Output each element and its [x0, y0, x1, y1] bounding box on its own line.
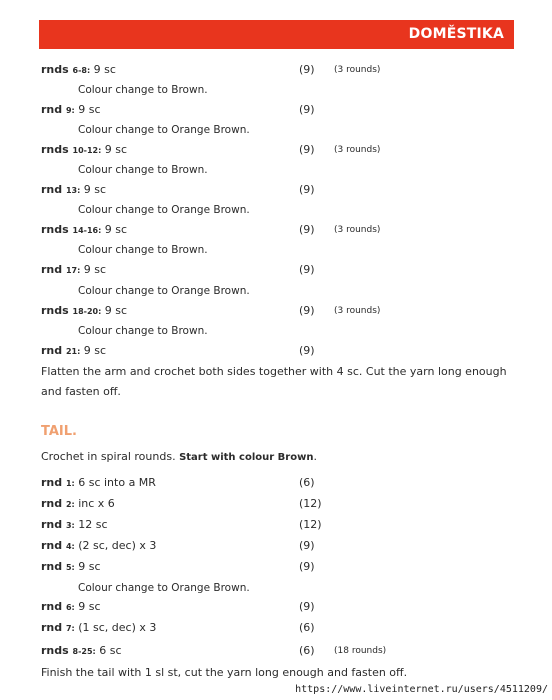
round-count-note: (3 rounds) — [334, 225, 381, 235]
stitch-count: (9) — [299, 344, 315, 357]
round-label: rnd — [41, 518, 66, 531]
round-instruction — [41, 494, 115, 515]
round-label: rnd — [41, 621, 66, 634]
round-stitches: 9 sc — [80, 344, 107, 357]
round-label: rnds — [41, 304, 73, 317]
round-instruction — [41, 473, 156, 494]
stitch-count: (6) — [299, 644, 315, 657]
round-number: 21: — [65, 347, 81, 356]
colour-change-row — [0, 120, 552, 140]
round-label: rnd — [41, 600, 66, 613]
colour-change-row — [0, 80, 552, 100]
round-label: rnds — [41, 223, 73, 236]
round-stitches: inc x 6 — [74, 497, 115, 510]
colour-change-row — [0, 281, 552, 301]
stitch-count: (9) — [299, 63, 315, 76]
round-stitches: (2 sc, dec) x 3 — [74, 539, 157, 552]
tail-intro-end: . — [313, 450, 317, 463]
round-instruction — [41, 260, 106, 281]
tail-intro-text: Crochet in spiral rounds. — [41, 450, 176, 463]
round-number: 5: — [65, 563, 75, 572]
header-bar — [39, 20, 514, 49]
round-stitches: 6 sc — [95, 644, 122, 657]
domestika-logo: DOMĚSTIKA — [408, 26, 504, 42]
stitch-count: (9) — [299, 304, 315, 317]
colour-change-row — [0, 160, 552, 180]
round-row — [0, 341, 552, 361]
round-number: 18-20: — [72, 307, 102, 316]
round-row — [0, 180, 552, 200]
round-number: 1: — [65, 479, 75, 488]
stitch-count: (9) — [299, 263, 315, 276]
colour-change-row — [0, 578, 552, 598]
round-instruction — [41, 641, 122, 662]
round-label: rnd — [41, 560, 66, 573]
round-stitches: 9 sc — [90, 63, 116, 76]
round-instruction — [41, 140, 127, 161]
round-stitches: 9 sc — [80, 183, 107, 196]
round-row — [0, 597, 552, 617]
tail-intro-bold: Start with colour Brown — [179, 452, 314, 463]
stitch-count: (9) — [299, 143, 315, 156]
round-instruction — [41, 301, 127, 322]
round-label: rnd — [41, 103, 66, 116]
round-instruction — [41, 557, 101, 578]
round-number: 6-8: — [72, 66, 91, 75]
round-count-note: (3 rounds) — [334, 145, 381, 155]
round-instruction — [41, 100, 101, 121]
colour-change-text: Colour change to Brown. — [78, 244, 208, 256]
round-instruction — [41, 60, 116, 81]
stitch-count: (12) — [299, 518, 322, 531]
watermark-url: https://www.liveinternet.ru/users/4511209/ — [295, 684, 548, 695]
round-number: 14-16: — [72, 226, 102, 235]
colour-change-text: Colour change to Brown. — [78, 84, 208, 96]
round-number: 8-25: — [72, 647, 96, 656]
round-row — [0, 515, 552, 535]
round-stitches: 12 sc — [74, 518, 108, 531]
round-label: rnd — [41, 344, 66, 357]
round-count-note: (18 rounds) — [334, 646, 387, 656]
colour-change-text: Colour change to Orange Brown. — [78, 285, 250, 297]
colour-change-text: Colour change to Orange Brown. — [78, 582, 250, 594]
round-count-note: (3 rounds) — [334, 306, 381, 316]
colour-change-text: Colour change to Brown. — [78, 164, 208, 176]
round-row — [0, 536, 552, 556]
round-label: rnd — [41, 263, 66, 276]
round-row — [0, 641, 552, 661]
round-stitches: 6 sc into a MR — [74, 476, 156, 489]
round-number: 6: — [65, 603, 75, 612]
colour-change-text: Colour change to Orange Brown. — [78, 124, 250, 136]
round-stitches: 9 sc — [74, 560, 101, 573]
round-label: rnds — [41, 644, 73, 657]
round-stitches: 9 sc — [80, 263, 107, 276]
stitch-count: (9) — [299, 560, 315, 573]
round-label: rnds — [41, 63, 73, 76]
round-row — [0, 618, 552, 638]
round-number: 9: — [65, 106, 75, 115]
stitch-count: (6) — [299, 621, 315, 634]
round-row — [0, 220, 552, 240]
round-instruction — [41, 220, 127, 241]
round-label: rnds — [41, 143, 73, 156]
round-row — [0, 557, 552, 577]
round-instruction — [41, 597, 101, 618]
round-label: rnd — [41, 497, 66, 510]
round-label: rnd — [41, 539, 66, 552]
colour-change-text: Colour change to Orange Brown. — [78, 204, 250, 216]
colour-change-row — [0, 321, 552, 341]
round-stitches: 9 sc — [101, 143, 128, 156]
arm-finish-text: Flatten the arm and crochet both sides together with 4 sc. Cut the yarn long enough and fasten off. — [41, 365, 507, 398]
tail-intro — [41, 447, 511, 468]
round-number: 17: — [65, 266, 81, 275]
stitch-count: (9) — [299, 223, 315, 236]
round-stitches: 9 sc — [74, 103, 101, 116]
round-label: rnd — [41, 183, 66, 196]
round-number: 4: — [65, 542, 75, 551]
round-instruction — [41, 536, 156, 557]
tail-finish-text: Finish the tail with 1 sl st, cut the yarn long enough and fasten off. — [41, 666, 408, 679]
stitch-count: (6) — [299, 476, 315, 489]
stitch-count: (9) — [299, 600, 315, 613]
round-instruction — [41, 341, 106, 362]
stitch-count: (9) — [299, 103, 315, 116]
stitch-count: (9) — [299, 183, 315, 196]
round-row — [0, 494, 552, 514]
round-number: 7: — [65, 624, 75, 633]
round-row — [0, 473, 552, 493]
round-stitches: (1 sc, dec) x 3 — [74, 621, 157, 634]
round-count-note: (3 rounds) — [334, 65, 381, 75]
round-label: rnd — [41, 476, 66, 489]
section-title-tail: TAIL. — [41, 424, 77, 439]
stitch-count: (12) — [299, 497, 322, 510]
round-stitches: 9 sc — [101, 304, 128, 317]
colour-change-row — [0, 240, 552, 260]
round-number: 10-12: — [72, 146, 102, 155]
round-stitches: 9 sc — [74, 600, 101, 613]
round-row — [0, 301, 552, 321]
round-row — [0, 100, 552, 120]
colour-change-row — [0, 200, 552, 220]
round-number: 13: — [65, 186, 81, 195]
round-number: 3: — [65, 521, 75, 530]
stitch-count: (9) — [299, 539, 315, 552]
round-instruction — [41, 180, 106, 201]
colour-change-text: Colour change to Brown. — [78, 325, 208, 337]
round-row — [0, 260, 552, 280]
round-row — [0, 60, 552, 80]
round-instruction — [41, 618, 156, 639]
round-row — [0, 140, 552, 160]
round-number: 2: — [65, 500, 75, 509]
round-instruction — [41, 515, 108, 536]
round-stitches: 9 sc — [101, 223, 128, 236]
